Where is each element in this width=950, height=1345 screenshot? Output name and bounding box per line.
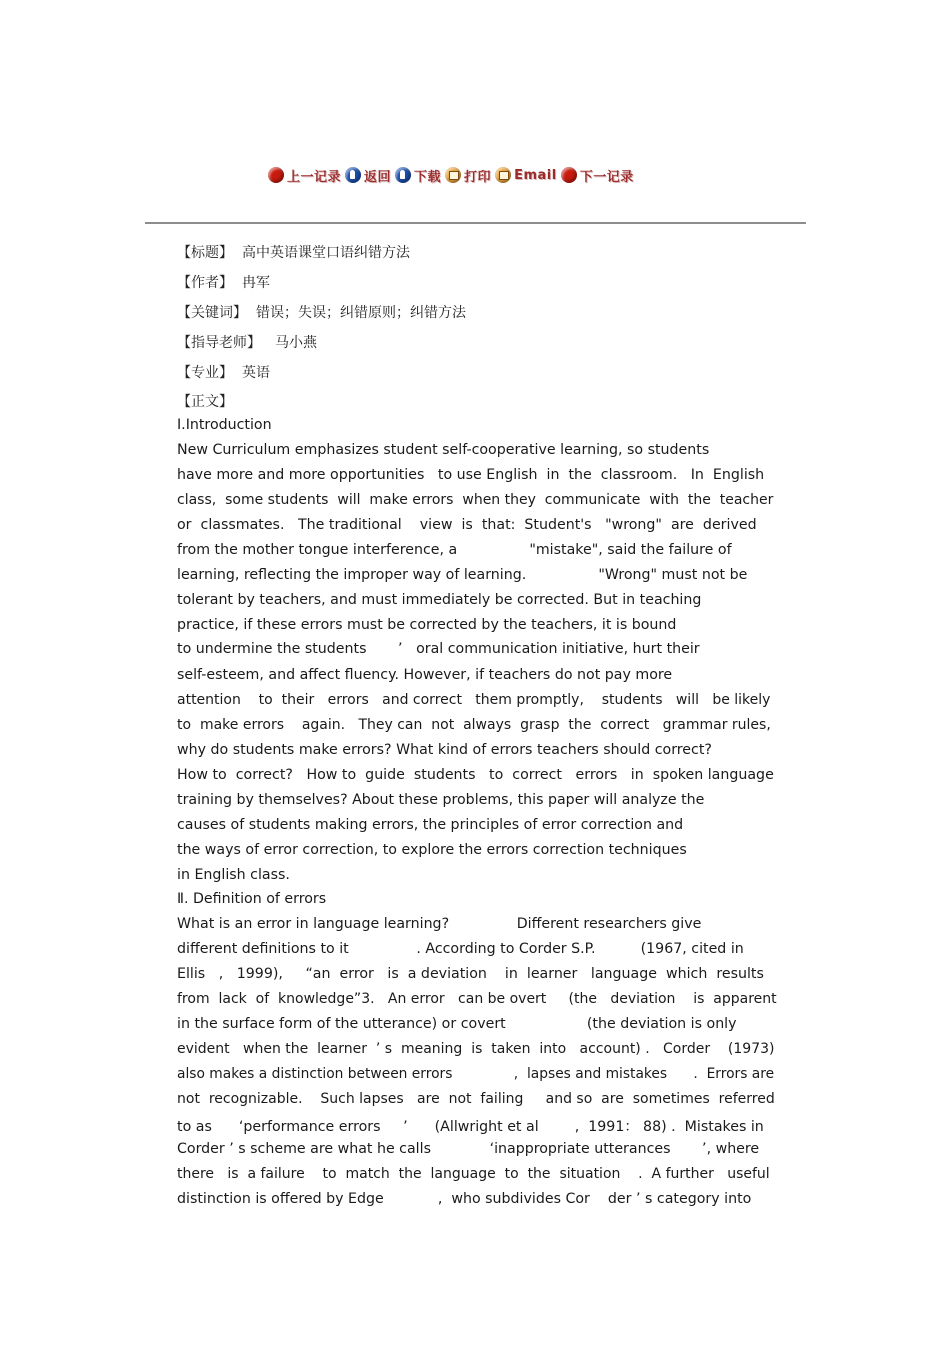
section-heading: Ⅱ. Definition of errors	[177, 891, 327, 907]
author-value: 冉军	[242, 275, 270, 291]
text-line: to undermine the students ’ oral communication initiative, hurt their	[177, 641, 700, 657]
advisor-label: 【指导老师】	[177, 335, 261, 351]
title-value: 高中英语课堂口语纠错方法	[242, 245, 410, 261]
text-line: self-esteem, and affect fluency. However, if teachers do not pay more	[177, 667, 673, 683]
text-line: from lack of knowledge”3. An error can be overt (the deviation is apparent	[177, 991, 777, 1007]
download-button[interactable]	[395, 166, 441, 185]
section-heading: Ⅰ.Introduction	[177, 417, 272, 433]
author-label: 【作者】	[177, 275, 233, 291]
advisor-row	[177, 332, 317, 352]
prev-record-icon	[268, 167, 284, 183]
major-row	[177, 362, 270, 382]
text-line: training by themselves? About these problems, this paper will analyze the	[177, 792, 705, 808]
text-line: Ellis , 1999), “an error is a deviation in learner language which results	[177, 966, 764, 982]
text-line: What is an error in language learning? Different researchers give	[177, 916, 702, 932]
body-row	[177, 391, 233, 411]
keywords-value: 错误；失误；纠错原则；纠错方法	[256, 305, 466, 321]
record-toolbar	[268, 163, 638, 187]
header-divider	[145, 222, 806, 224]
back-button[interactable]	[345, 166, 391, 185]
email-label: Email	[514, 167, 557, 183]
download-icon	[395, 167, 411, 183]
text-line: in the surface form of the utterance) or covert (the deviation is only	[177, 1016, 737, 1032]
next-record-button[interactable]	[561, 166, 634, 185]
text-line: tolerant by teachers, and must immediately be corrected. But in teaching	[177, 592, 702, 608]
text-line: New Curriculum emphasizes student self-cooperative learning, so students	[177, 442, 710, 458]
major-value: 英语	[242, 365, 270, 381]
text-line: Corder ’ s scheme are what he calls ‘inappropriate utterances ’, where	[177, 1141, 760, 1157]
print-button[interactable]	[445, 166, 491, 185]
text-line: practice, if these errors must be corrected by the teachers, it is bound	[177, 617, 677, 633]
major-label: 【专业】	[177, 365, 233, 381]
text-line: the ways of error correction, to explore the errors correction techniques	[177, 842, 687, 858]
text-line: to as ‘performance errors ’ (Allwright et al , 1991： 88) . Mistakes in	[177, 1119, 764, 1135]
text-line: evident when the learner ’ s meaning is taken into account) . Corder (1973)	[177, 1041, 775, 1057]
title-row	[177, 242, 410, 262]
text-line: or classmates. The traditional view is that: Student's "wrong" are derived	[177, 517, 757, 533]
text-line: class, some students will make errors when they communicate with the teacher	[177, 492, 774, 508]
next-record-icon	[561, 167, 577, 183]
author-row	[177, 272, 270, 292]
keywords-label: 【关键词】	[177, 305, 247, 321]
print-label: 打印	[464, 169, 492, 185]
text-line: different definitions to it . According to Corder S.P. (1967, cited in	[177, 941, 744, 957]
email-icon	[495, 167, 511, 183]
title-label: 【标题】	[177, 245, 233, 261]
text-line: also makes a distinction between errors , lapses and mistakes . Errors are	[177, 1066, 775, 1082]
download-label: 下载	[414, 169, 442, 185]
back-icon	[345, 167, 361, 183]
text-line: have more and more opportunities to use English in the classroom. In English	[177, 467, 765, 483]
text-line: learning, reflecting the improper way of learning. "Wrong" must not be	[177, 567, 748, 583]
next-record-label: 下一记录	[579, 169, 634, 185]
keywords-row	[177, 302, 466, 322]
email-button[interactable]	[495, 167, 557, 183]
text-line: to make errors again. They can not always grasp the correct grammar rules,	[177, 717, 771, 733]
prev-record-label: 上一记录	[287, 169, 342, 185]
prev-record-button[interactable]	[268, 166, 341, 185]
text-line: How to correct? How to guide students to correct errors in spoken language	[177, 767, 774, 783]
text-line: in English class.	[177, 867, 290, 883]
text-line: distinction is offered by Edge , who subdivides Cor der ’ s category into	[177, 1191, 752, 1207]
text-line: there is a failure to match the language to the situation . A further useful	[177, 1166, 770, 1182]
text-line: from the mother tongue interference, a "mistake", said the failure of	[177, 542, 732, 558]
text-line: attention to their errors and correct them promptly, students will be likely	[177, 692, 771, 708]
advisor-value: 马小燕	[275, 335, 317, 351]
text-line: why do students make errors? What kind of errors teachers should correct?	[177, 742, 712, 758]
body-label: 【正文】	[177, 394, 233, 410]
back-label: 返回	[364, 169, 392, 185]
text-line: causes of students making errors, the principles of error correction and	[177, 817, 684, 833]
text-line: not recognizable. Such lapses are not failing and so are sometimes referred	[177, 1091, 775, 1107]
print-icon	[445, 167, 461, 183]
